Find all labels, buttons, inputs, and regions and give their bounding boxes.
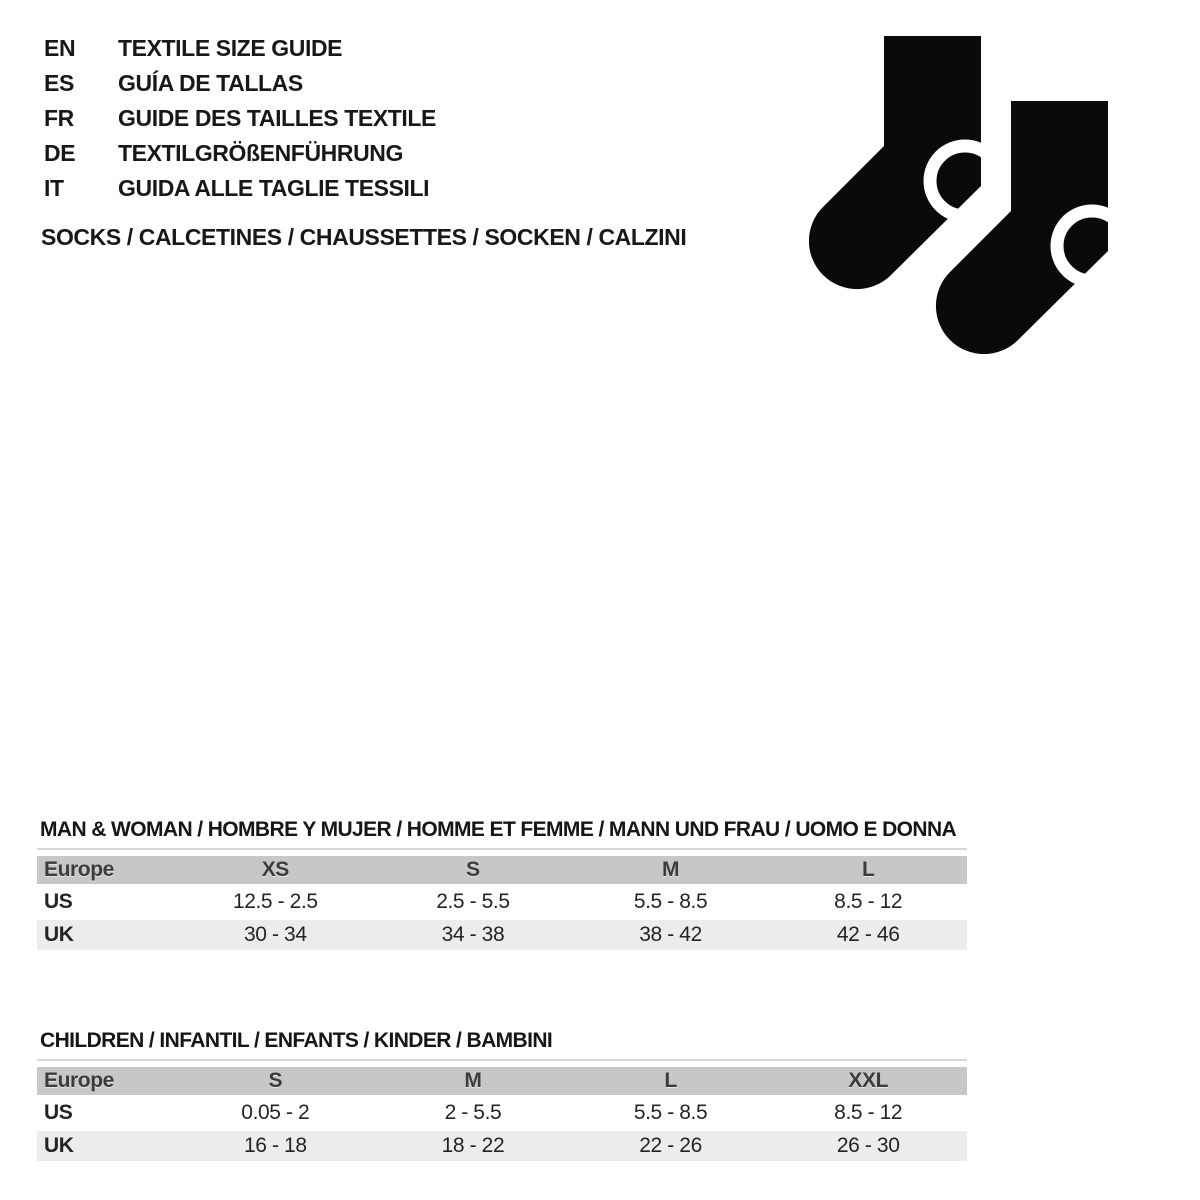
language-code: IT (44, 175, 64, 201)
language-row-en (44, 31, 436, 66)
size-value: 26 - 30 (836, 1134, 900, 1157)
size-value: 30 - 34 (244, 923, 307, 946)
table-row-us (37, 1098, 967, 1128)
man-woman-size-table (37, 848, 967, 950)
language-row-es (44, 66, 436, 101)
size-value: 8.5 - 12 (834, 890, 903, 913)
column-header-l: L (861, 858, 875, 881)
socks-icon (809, 36, 1139, 358)
table-header-row (37, 856, 967, 884)
language-row-fr (44, 101, 436, 136)
table-top-rule (37, 1059, 967, 1061)
column-header-xxl: XXL (848, 1069, 889, 1092)
language-row-de (44, 136, 436, 171)
table-header-row (37, 1067, 967, 1095)
size-value: 18 - 22 (441, 1134, 505, 1157)
size-value: 22 - 26 (639, 1134, 702, 1157)
column-header-s: S (466, 858, 480, 881)
children-section (37, 1029, 967, 1164)
table-row-uk (37, 920, 967, 950)
size-value: 34 - 38 (441, 923, 505, 946)
size-value: 42 - 46 (836, 923, 900, 946)
row-label-uk: UK (44, 1134, 74, 1157)
size-value: 2 - 5.5 (444, 1101, 502, 1124)
column-header-l: L (664, 1069, 677, 1092)
guide-title: GUIDE DES TAILLES TEXTILE (118, 105, 436, 131)
language-code: FR (44, 105, 74, 131)
guide-title: GUIDA ALLE TAGLIE TESSILI (118, 175, 430, 201)
column-header-xs: XS (261, 858, 289, 881)
guide-title: TEXTILGRÖßENFÜHRUNG (118, 140, 403, 166)
column-header-region: Europe (44, 1069, 114, 1092)
language-code: EN (44, 35, 76, 61)
size-value: 12.5 - 2.5 (232, 890, 318, 913)
table-row-uk (37, 1131, 967, 1161)
language-row-it (44, 171, 436, 206)
language-code: ES (44, 70, 74, 96)
man-woman-table-title: MAN & WOMAN / HOMBRE Y MUJER / HOMME ET FEMME / MANN UND FRAU / UOMO E DONNA (40, 818, 957, 841)
row-label-us: US (44, 890, 73, 913)
language-code: DE (44, 140, 76, 166)
size-value: 16 - 18 (244, 1134, 307, 1157)
size-value: 5.5 - 8.5 (633, 890, 708, 913)
column-header-m: M (464, 1069, 482, 1092)
size-value: 8.5 - 12 (834, 1101, 903, 1124)
size-value: 2.5 - 5.5 (436, 890, 510, 913)
table-row-us (37, 887, 967, 917)
children-size-table (37, 1059, 967, 1161)
size-value: 38 - 42 (639, 923, 702, 946)
table-top-rule (37, 848, 967, 850)
product-category-line: SOCKS / CALCETINES / CHAUSSETTES / SOCKEN / CALZINI (41, 224, 687, 250)
column-header-region: Europe (44, 858, 114, 881)
children-table-title: CHILDREN / INFANTIL / ENFANTS / KINDER / BAMBINI (40, 1029, 553, 1052)
language-title-list (44, 31, 436, 206)
man-woman-section (37, 818, 967, 953)
column-header-m: M (662, 858, 680, 881)
row-label-uk: UK (44, 923, 74, 946)
guide-title: TEXTILE SIZE GUIDE (118, 35, 343, 61)
size-value: 0.05 - 2 (241, 1101, 310, 1124)
column-header-s: S (268, 1069, 283, 1092)
size-value: 5.5 - 8.5 (633, 1101, 708, 1124)
row-label-us: US (44, 1101, 73, 1124)
guide-title: GUÍA DE TALLAS (118, 70, 303, 96)
